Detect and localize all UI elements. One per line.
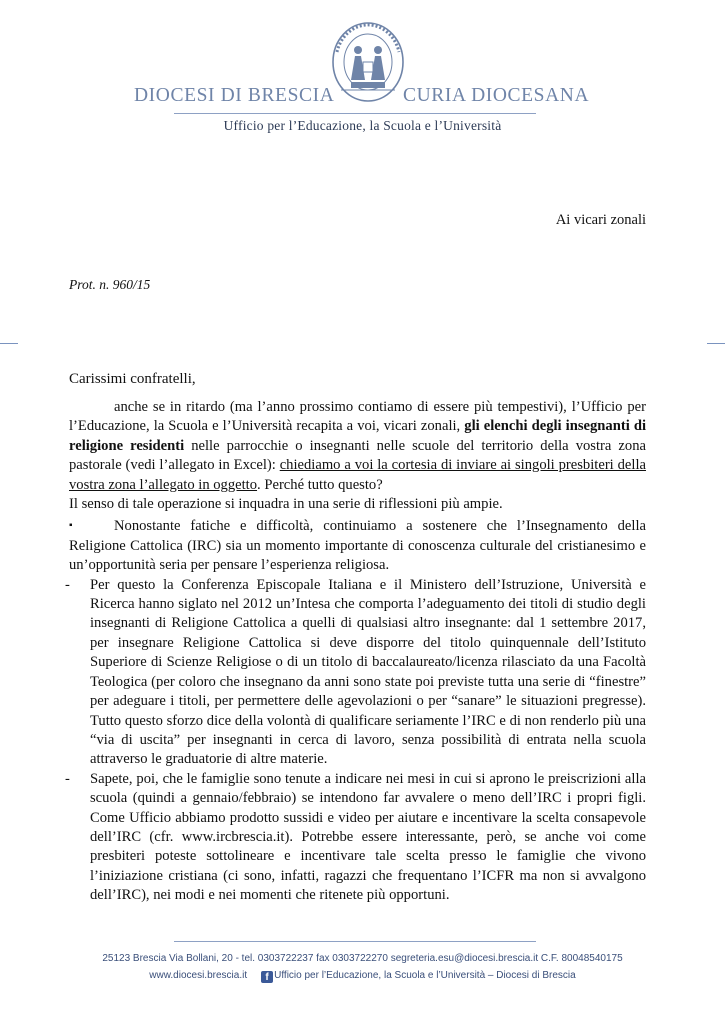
paragraph-context: Il senso di tale operazione si inquadra in una serie di riflessioni più ampie. [69,496,503,513]
facebook-page-link[interactable]: Ufficio per l’Educazione, la Scuola e l’Università – Diocesi di Brescia [274,970,576,981]
intro-text: anche se in ritardo (ma l’anno prossimo contiamo di essere più tempestivi), l’Ufficio per l’Educazione, la Scuola e l’Università recapita a voi, vicari zonali, [69,399,646,435]
list-item-text: Sapete, poi, che le famiglie sono tenute a indicare nei mesi in cui si aprono le preiscrizioni alla scuola (quindi a gennaio/febbraio) se intendono far avvalere o meno dell’IRC i propri figli. Come Ufficio abbiamo prodotto sussidi e video per aiutare e incentivare la scelta consapevole dell’IRC (cfr. www.ircbrescia.it). Potrebbe essere interessante, però, se anche voi come presbiteri poteste sottolineare e incentivare tale scelta presso le famiglie che vivono l’iniziazione cristiana (ci sono, infatti, ragazzi che frequentano l’ICFR ma non si avvalgono dell’IRC), nei modi e nei momenti che ritenete più opportuni. [90,770,646,904]
paragraph-intro [69,398,646,495]
recipient-line: Ai vicari zonali [555,212,646,228]
intro-bold: gli elenchi degli insegnanti di religione residenti [69,418,646,454]
intro-text-2: nelle parrocchie o insegnanti nelle scuole del territorio della vostra zona pastorale (vedi l’allegato in Excel): [69,437,646,474]
list-item [65,576,646,770]
fold-mark-left [0,343,18,344]
list-item [65,770,646,906]
intro-question: . Perché tutto questo? [257,476,383,493]
header-diocese-name: DIOCESI DI BRESCIA [134,85,335,106]
protocol-number: Prot. n. 960/15 [69,277,151,292]
diocese-seal-logo [331,22,405,106]
footer-web-line [0,970,725,983]
facebook-icon: f [261,971,273,983]
list-item-text: Per questo la Conferenza Episcopale Italiana e il Ministero dell’Istruzione, Università e Ricerca hanno siglato nel 2012 un’Intesa che comporta l’adeguamento dei titoli di studio degli insegnanti di Religione Cattolica a quelli di qualsiasi altro insegnante: dal 1 settembre 2017, per insegnare Religione Cattolica si deve disporre del titolo quinquennale dell’Istituto Superiore di Scienze Religiose o di un titolo di baccalaureato/licenza rilasciato da una Facoltà Teologica (per coloro che insegnano da anni sono state poi previste tutta una serie di “finestre” per adeguare i titoli, per permettere delle agevolazioni o per “sanare” le situazioni pregresse). Tutto questo sforzo dice della volontà di qualificare seriamente l’IRC e di non renderlo più una “via di uscita” per insegnanti in cerca di lavoro, senza possibilità di entrata nella scuola attraverso le graduatorie di altre materie. [90,576,646,768]
website-link[interactable]: www.diocesi.brescia.it [149,970,248,981]
bullet-text: Nonostante fatiche e difficoltà, continuiamo a sostenere che l’Insegnamento della Religione Cattolica (IRC) sia un momento importante di conoscenza culturale del cristianesimo e un’opportunità seria per pensare l’esperienza religiosa. [69,518,646,574]
greeting: Carissimi confratelli, [69,371,196,387]
fold-mark-right [707,343,725,344]
header-divider [174,113,536,114]
dash-marker: - [65,576,70,593]
square-bullet-icon: ▪ [69,520,73,532]
header-curia-name: CURIA DIOCESANA [403,85,590,106]
footer-divider [174,941,536,942]
footer-contact-line: 25123 Brescia Via Bollani, 20 - tel. 0303722237 fax 0303722270 segreteria.esu@diocesi.brescia.it C.F. 80048540175 [102,953,623,964]
intro-underlined-request: chiediamo a voi la cortesia di inviare ai singoli presbiteri della vostra zona l’allegato in oggetto [69,457,646,493]
paragraph-bullet [69,516,646,575]
dash-marker: - [65,770,70,787]
letter-body [65,398,646,906]
header-office-subtitle: Ufficio per l’Educazione, la Scuola e l’Università [223,118,502,133]
